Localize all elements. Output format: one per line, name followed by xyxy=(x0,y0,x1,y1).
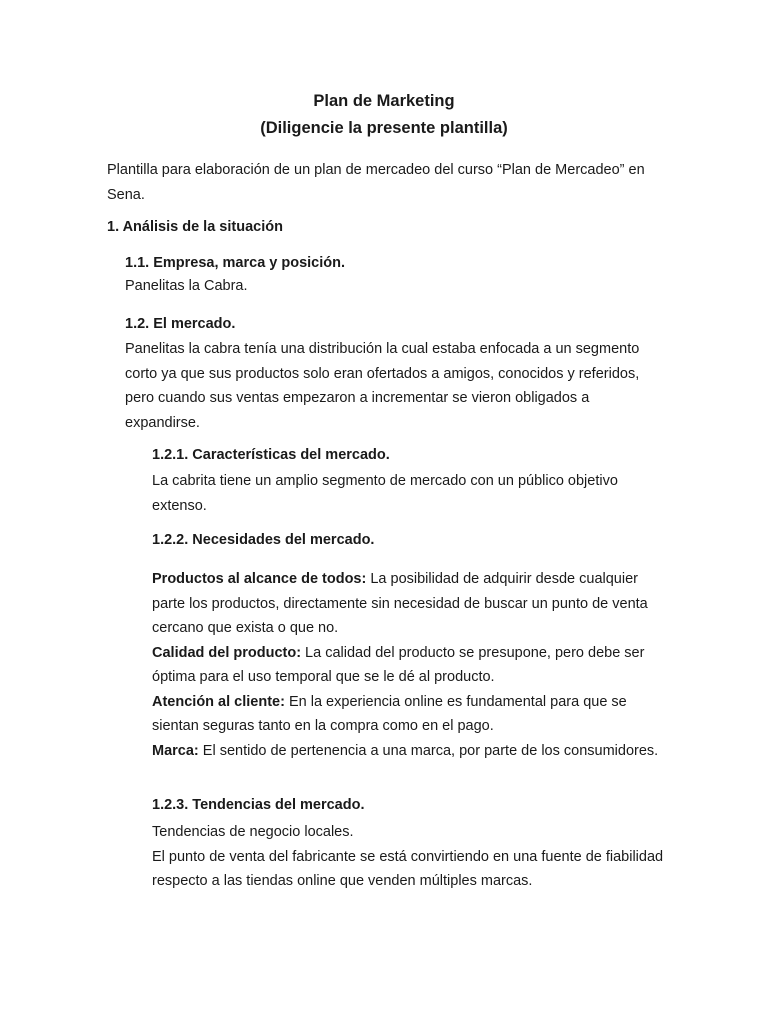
section-text-1-1: Panelitas la Cabra. xyxy=(125,278,248,294)
trend-line: Tendencias de negocio locales. xyxy=(152,824,354,840)
need-label: Atención al cliente: xyxy=(152,693,285,710)
need-label: Productos al alcance de todos: xyxy=(152,571,367,587)
need-item xyxy=(152,739,672,764)
section-heading-1-2-3: 1.2.3. Tendencias del mercado. xyxy=(152,797,365,813)
market-trends xyxy=(152,820,672,894)
document-subtitle: (Diligencie la presente plantilla) xyxy=(260,119,508,137)
need-text: El sentido de pertenencia a una marca, por parte de los consumidores. xyxy=(198,742,659,759)
section-heading-1-1: 1.1. Empresa, marca y posición. xyxy=(125,255,346,271)
market-needs-list xyxy=(152,567,672,763)
section-heading-1-2-2: 1.2.2. Necesidades del mercado. xyxy=(152,532,375,548)
need-text: En la experiencia online es fundamental para que se sientan seguras tanto en la compra como en el pago. xyxy=(152,693,627,734)
section-heading-1-2-1: 1.2.1. Características del mercado. xyxy=(152,447,390,463)
need-text: La calidad del producto se presupone, pero debe ser óptima para el uso temporal que se le dé al producto. xyxy=(152,644,645,685)
section-text-1-2: Panelitas la cabra tenía una distribución la cual estaba enfocada a un segmento corto ya que sus productos solo eran ofertados a amigos, conocidos y referidos, pero cuando sus ventas empezaron a incrementar se vieron obligados a expandirse. xyxy=(125,341,640,431)
need-item xyxy=(152,641,672,690)
need-label: Marca: xyxy=(152,742,199,759)
document-title: Plan de Marketing xyxy=(313,92,455,110)
section-heading-1: 1. Análisis de la situación xyxy=(107,219,283,235)
section-heading-1-2: 1.2. El mercado. xyxy=(125,316,236,332)
trend-line: El punto de venta del fabricante se está convirtiendo en una fuente de fiabilidad respecto a las tiendas online que venden múltiples marcas. xyxy=(152,848,664,889)
intro-paragraph: Plantilla para elaboración de un plan de mercadeo del curso “Plan de Mercadeo” en Sena. xyxy=(107,162,645,203)
need-item xyxy=(152,690,672,739)
need-text: La posibilidad de adquirir desde cualquier parte los productos, directamente sin necesidad de buscar un punto de venta cercano que exista o que no. xyxy=(152,571,648,636)
section-text-1-2-1: La cabrita tiene un amplio segmento de mercado con un público objetivo extenso. xyxy=(152,473,618,514)
need-item xyxy=(152,567,672,641)
need-label: Calidad del producto: xyxy=(152,644,302,661)
